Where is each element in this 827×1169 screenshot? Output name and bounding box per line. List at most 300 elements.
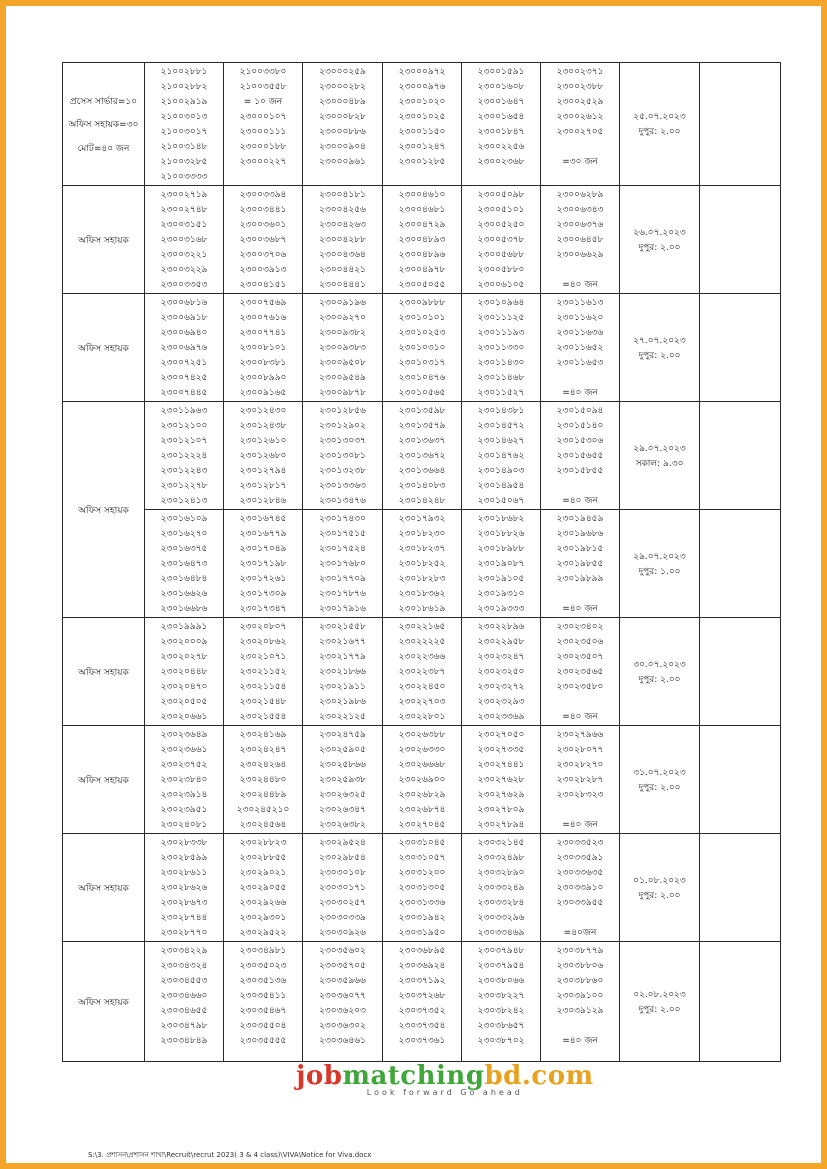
viva-time: দুপুর: ২.০০ [638, 1004, 681, 1015]
roll-column [541, 618, 620, 726]
viva-datetime-cell [620, 618, 700, 726]
roll-number: ২৩০২৮৬২৬ [160, 883, 208, 893]
viva-datetime-cell [620, 402, 700, 510]
roll-number: ২৩০২২১২৫ [319, 712, 366, 722]
roll-number [545, 263, 615, 278]
viva-time: দুপুর: ১.০০ [638, 566, 681, 577]
roll-number: ২৩০৩০২৫৭ [319, 898, 366, 908]
roll-number: ২৩০২৩৫০৭ [556, 652, 604, 662]
roll-number: ২৩০১৩৫৭৯ [398, 421, 446, 431]
roll-number: ২৩০২৯০৫৫ [239, 883, 287, 893]
roll-number: ২৩০০৭৬১৬ [239, 313, 287, 323]
roll-number: ২৩০৩৬২০৩ [319, 1006, 366, 1016]
post-name-cell [63, 618, 145, 726]
roll-number: ২৩০২৫৯০৫ [319, 745, 366, 755]
roll-number: ২৩০২৩২৯৩ [477, 697, 525, 707]
roll-number: ২৩০২৬৩৮২ [319, 820, 366, 830]
roll-number: ২৩০০৪৯৭৮ [398, 265, 446, 275]
viva-date: ০১.০৮.২০২৩ [633, 875, 686, 886]
roll-number: ২৩০০৭৪২৫ [160, 373, 208, 383]
roll-column [303, 942, 383, 1062]
roll-column [224, 510, 303, 618]
roll-number: ২৩০২৩৯১৪ [160, 790, 208, 800]
roll-number: ২৩০১২৭৯৪ [239, 466, 287, 476]
roll-column [224, 942, 303, 1062]
roll-number: ২৩০৩৫০২৩ [239, 961, 287, 971]
roll-number: ২৩০০০২৫৯ [319, 67, 366, 77]
roll-number: ২৩০৩৯১২৯ [556, 1006, 604, 1016]
roll-number: ২৩০২১৬৭৭ [319, 637, 366, 647]
roll-number: ২৩০১৯৮৯৯ [556, 574, 604, 584]
roll-number: ২৩০২৩৬৪৯ [160, 730, 208, 740]
roll-number: ২৩০১২৮৫৬ [319, 406, 366, 416]
roll-number: ২৩০৩৭৯৫৪ [477, 961, 525, 971]
roll-number: ২৩০১৭৭০৯ [319, 574, 366, 584]
roll-number: ২৩০০০৯০৪ [319, 142, 366, 152]
roll-number: ২৩০১৭০৪৯ [239, 544, 287, 554]
roll-number: ২৩০২৩৯৫১ [160, 805, 208, 815]
roll-number: ২৩০০৭৭৪১ [239, 328, 287, 338]
roll-number: ২৩০০১৫৯১ [477, 67, 525, 77]
roll-number: ২৩০৩৩২৮৪ [477, 898, 525, 908]
roll-number: ২৩০০২৫২৯ [556, 97, 604, 107]
roll-number: ২৩০০০২৮২ [319, 82, 366, 92]
roll-number: ২৩০১৮২৩০ [398, 529, 446, 539]
roll-number: ২৩০৩৫৬০২ [319, 946, 366, 956]
roll-column [383, 834, 462, 942]
roll-number: ২৩০২৮৬১১ [160, 868, 208, 878]
roll-number: ২৩০২০২৭৮ [160, 652, 208, 662]
roll-number: ২৩০০০৪৮৯ [319, 97, 366, 107]
roll-number: ২৩০০৪৮৯৩ [398, 235, 446, 245]
roll-number [545, 479, 615, 494]
roll-number: ২৩০১৬৩৭৫ [160, 544, 208, 554]
roll-number: ২৩০০৭৪৪৫ [160, 388, 208, 398]
roll-number: ২৩০২৩২৫০ [477, 667, 525, 677]
roll-number: ২৩০১৫৩০৬ [556, 436, 604, 446]
roll-column [383, 63, 462, 186]
roll-number: ২৩০৩১৯৪২ [398, 913, 446, 923]
roll-number: ২৩০২০৪৪৮ [160, 667, 208, 677]
remarks-cell [700, 510, 781, 618]
roll-number: ২৩০১৮৬৮২ [477, 514, 525, 524]
roll-number: ২৩০০০১১১ [239, 127, 287, 137]
roll-number: ২৩০২৩৮৪০ [160, 775, 208, 785]
roll-number: ২৩০১৭৮৭৬ [319, 589, 366, 599]
viva-date: ২৯.০৭.২০২৩ [633, 551, 686, 562]
roll-number: ২৩০০৩১৬৮ [160, 235, 208, 245]
roll-column [462, 402, 541, 510]
roll-number: ২৩০৩৭৩৫২ [398, 1006, 446, 1016]
roll-number: ২৩০১৭৯১৬ [319, 604, 366, 614]
roll-column [462, 726, 541, 834]
roll-number: ২৩০০৪৬১০ [398, 190, 446, 200]
roll-number: ২৩০১৪৬২৭ [477, 436, 525, 446]
roll-number: ২৩০৩১৩০৫ [398, 883, 446, 893]
roll-number: ২১০০৩১৪৮ [160, 142, 208, 152]
roll-number: ২৩০১২৪১৩ [160, 496, 208, 506]
roll-number: ২৩০১১৩৩০ [477, 343, 525, 353]
roll-number: ২৩০১৯১০৫ [477, 574, 525, 584]
roll-number: ২৩০৩৬০৭৭ [319, 991, 366, 1001]
roll-number: ২৩০২৬৩৮৮ [398, 730, 446, 740]
roll-number: ২৩০১১৪৬৮ [477, 373, 525, 383]
post-name: অফিস সহায়ক [78, 998, 129, 1008]
viva-time: দুপুর: ২.০০ [638, 242, 681, 253]
roll-number: ২৩০২৮২৭০ [556, 760, 604, 770]
roll-number: ২৩০৩২১৪৫ [477, 838, 525, 848]
roll-number: ২৩০১৪৩৮১ [477, 406, 525, 416]
roll-number: ২৩০২৫৮৬৬ [319, 760, 366, 770]
roll-number: ২৩০০৯৩৮২ [319, 328, 366, 338]
roll-column [224, 63, 303, 186]
roll-number: ২৩০২৬৩৩০ [398, 745, 446, 755]
roll-number: =৪০জন [563, 928, 597, 938]
roll-number: ২৩০১২৬৮০ [239, 451, 287, 461]
roll-number: ২৩০২৮৭৪৪ [160, 913, 208, 923]
roll-number: ২৩০০৩৬০১ [239, 220, 287, 230]
roll-number: ২৩০০৯৫৪৯ [319, 373, 366, 383]
roll-column [541, 726, 620, 834]
roll-number: ২৩০২২৭০৩ [398, 697, 446, 707]
roll-number: ২৩০৩৮২৪২ [477, 1006, 525, 1016]
roll-column [541, 186, 620, 294]
roll-number: ২৩০২১৯১১ [319, 682, 366, 692]
roll-number: ২৩০৩৮২২৭ [477, 991, 525, 1001]
roll-number: ২৩০২৮৮৫৫ [239, 853, 287, 863]
roll-number: ২৩০০৪৬৮১ [398, 205, 446, 215]
roll-number: ২৩০১১৬৫২ [556, 343, 604, 353]
schedule-row [63, 402, 781, 510]
roll-number: =৪০ জন [562, 496, 598, 506]
roll-number: ২৩০১৮৮২৬ [477, 529, 525, 539]
roll-number: ২৩০৩৭১৯২ [398, 976, 446, 986]
post-subtitle: অফিস সহায়ক=৩০ [68, 120, 139, 130]
roll-number: ২৩০১৪৭৬২ [477, 451, 525, 461]
roll-number: ২৩০০০১০৭ [239, 112, 287, 122]
roll-number: ২৩০১২১০০ [160, 421, 208, 431]
roll-number: ২৩০১৩৬৩৭ [398, 436, 446, 446]
roll-number: ২৩০৩৩২৪৯ [477, 883, 525, 893]
viva-date: ২৫.০৭.২০২৩ [633, 112, 686, 122]
roll-number: ২৩০০৩১৫১ [160, 220, 208, 230]
roll-number: ২৩০৩১৯৫০ [398, 928, 446, 938]
roll-column [303, 834, 383, 942]
roll-number: ২৩০৩৫৯৬৬ [319, 976, 366, 986]
roll-column [145, 63, 224, 186]
roll-number: ২৩০৩০৯২৬ [319, 928, 366, 938]
roll-number: ২৩০০১৮৪৭ [477, 127, 525, 137]
roll-number: ২৩০২৩৬৬১ [160, 745, 208, 755]
remarks-cell [700, 942, 781, 1062]
roll-number: ২৩০০০৮৮৬ [319, 127, 366, 137]
roll-number: ২৩০৩৫৫৫৫ [239, 1036, 287, 1046]
roll-number: ২৩০০৯৫০৮ [319, 358, 366, 368]
roll-number: ২৩০৩৬৪৬১ [319, 1036, 366, 1046]
roll-number: ২৩০২২১৬৫ [398, 622, 446, 632]
roll-number: ২৩০২৭০৫০ [477, 730, 525, 740]
roll-number: ২৩০২৭৬২৮ [477, 775, 525, 785]
roll-column [541, 942, 620, 1062]
roll-number: ২৩০০২৭০৫ [556, 127, 604, 137]
roll-column [383, 942, 462, 1062]
roll-number: ২৩০০৯৮৮৮ [398, 298, 446, 308]
roll-number: ২৩০০১১৫০ [398, 127, 446, 137]
roll-number: ২৩০০২৭১৯ [160, 190, 208, 200]
roll-column [145, 834, 224, 942]
roll-number: ২৩০৩৪৬৬০ [160, 991, 208, 1001]
roll-number: ২৩০২০৮৬২ [239, 637, 287, 647]
roll-number: ২৩০৩৫৪১১ [239, 991, 287, 1001]
roll-number: ২৩০৩৩৯১০ [556, 883, 604, 893]
watermark-logo [296, 1062, 594, 1097]
schedule-row [63, 294, 781, 402]
post-name: অফিস সহায়ক [78, 884, 129, 894]
roll-number: ২৩০২৪৪৮৯ [239, 790, 287, 800]
roll-number: ২৩০১১৪৩০ [477, 358, 525, 368]
roll-number: ২৩০২৯৮৫৪ [319, 853, 366, 863]
roll-number: ২৩০২৭৩৩৫ [477, 745, 525, 755]
remarks-cell [700, 294, 781, 402]
roll-column [541, 63, 620, 186]
roll-number: ২৩০১৭৫১৫ [319, 529, 366, 539]
roll-number: ২৩০২১১৫৪ [239, 682, 287, 692]
post-name-cell [63, 726, 145, 834]
roll-column [145, 186, 224, 294]
roll-number: ২৩০১৩২৩৮ [319, 466, 366, 476]
roll-number: ২৩০১৯০৮৭ [477, 559, 525, 569]
roll-number: ২৩০০১২৪৭ [398, 142, 446, 152]
post-name: অফিস সহায়ক [78, 668, 129, 678]
roll-number: ২৩০৩৩৪৬৯ [477, 928, 525, 938]
viva-datetime-cell [620, 834, 700, 942]
roll-column [462, 63, 541, 186]
roll-number: ২৩০৩৬৮৯৫ [398, 946, 446, 956]
roll-column [383, 726, 462, 834]
roll-column [462, 942, 541, 1062]
roll-number: ২৩০২২৯৫৮ [477, 637, 525, 647]
roll-number: ২৩০১১১৯৩ [477, 328, 525, 338]
roll-column [145, 618, 224, 726]
roll-number [545, 140, 615, 155]
roll-number: ২১০০৩৩৮০ [239, 67, 287, 77]
roll-column [224, 294, 303, 402]
roll-number [545, 587, 615, 602]
roll-number: ২৩০২৯০২১ [239, 868, 287, 878]
roll-number: ২৩০৩৫৭০৫ [319, 961, 366, 971]
roll-number: ২৩০০৯২৭০ [319, 313, 366, 323]
roll-number: ২৩০১৫৮৫৫ [556, 466, 604, 476]
roll-number: ২৩০১৬৬৮৬ [160, 604, 208, 614]
roll-number: ২৩০১৩৩৬৩ [319, 481, 366, 491]
remarks-cell [700, 63, 781, 186]
roll-number: ২৩০০০৯৭৬ [398, 82, 446, 92]
roll-number: ২৩০২১৭৭৯ [319, 652, 366, 662]
roll-number: ২৩০১৩৬৬৪ [398, 466, 446, 476]
roll-number: ২৩০১৭১৯৮ [239, 559, 287, 569]
roll-number: ২৩০০৬৯৪০ [160, 328, 208, 338]
roll-number: ২৩০০১৬০৮ [477, 82, 525, 92]
post-name: অফিস সহায়ক [78, 506, 129, 516]
roll-number: ২৩০১৮৯৮৮ [477, 544, 525, 554]
roll-number: ২৩০০৩৩৯৪ [239, 190, 287, 200]
roll-number: =৩০ জন [562, 157, 598, 167]
roll-number: ২৩০২৮০৭৭ [556, 745, 604, 755]
roll-number: ২৩০০৪২৫৬ [319, 205, 366, 215]
roll-number: ২৩০০৮৯৯০ [239, 373, 287, 383]
schedule-row [63, 726, 781, 834]
roll-number: ২৩০৩৩৬৩৫ [556, 868, 604, 878]
roll-column [541, 834, 620, 942]
roll-number: ২৩০২৩৭৫২ [160, 760, 208, 770]
roll-number: ২৩০১৬৪৮৪ [160, 574, 208, 584]
roll-number: ২৩০২১৯৮৬ [319, 697, 366, 707]
roll-column [303, 294, 383, 402]
roll-number: ২৩০২৭০৪৫ [398, 820, 446, 830]
roll-number: ২৩০১২১০৭ [160, 436, 208, 446]
roll-number: ২৩০৩৮৬৫৭ [477, 1021, 525, 1031]
roll-number: ২৩০১৭৫২৪ [319, 544, 366, 554]
viva-date: ২৯.০৭.২০২৩ [633, 443, 686, 454]
roll-number: ২৩০২০৫০৫ [160, 697, 208, 707]
roll-column [145, 726, 224, 834]
roll-number: ২৩০১৯৯৯১ [160, 622, 208, 632]
roll-number: ২৩০১৬৪৭৩ [160, 559, 208, 569]
roll-column [462, 618, 541, 726]
roll-number: ২৩০২৬৯০০ [398, 775, 446, 785]
roll-number: ২৩০০৬৩৭৬ [556, 220, 604, 230]
roll-number: ২৩০৩৪২২৯ [160, 946, 208, 956]
roll-number: ২৩০২৩২৭২ [477, 682, 525, 692]
roll-number: ২৩০২৮৩২৩ [556, 790, 604, 800]
viva-time: দুপুর: ২.০০ [638, 890, 681, 901]
roll-number: ২৩০২০৮০৭ [239, 622, 287, 632]
roll-number: ২৩০০৯৩৮৩ [319, 343, 366, 353]
post-name: প্রসেস সার্ভার=১০ [69, 97, 138, 107]
roll-column [145, 402, 224, 510]
roll-number: =৪০ জন [562, 604, 598, 614]
roll-number: ২৩০০৪৪২১ [319, 265, 366, 275]
roll-number: ২৩০৩৫১৩৬ [239, 976, 287, 986]
roll-number: ২৩০১৩৫৯৮ [398, 406, 446, 416]
remarks-cell [700, 726, 781, 834]
roll-number [545, 911, 615, 926]
roll-number: ২৩০২৭৯৬৬ [556, 730, 604, 740]
roll-number: ২১০০২৮৮২ [160, 82, 208, 92]
logo-part-domain: bd.com [484, 1061, 594, 1091]
schedule-row [63, 186, 781, 294]
roll-number: ২৩০১৬৬২৬ [160, 589, 208, 599]
roll-number: ২৩০১৯৩১০ [477, 589, 525, 599]
roll-column [383, 510, 462, 618]
roll-number: ২৩০১১৯৬৩ [160, 406, 208, 416]
logo-part-job: job [296, 1061, 343, 1091]
roll-column [145, 294, 224, 402]
roll-number: =৪০ জন [562, 1036, 598, 1046]
roll-number: ২৩০৩৩৫৯১ [556, 853, 604, 863]
roll-number: ২৩০০০২২৭ [239, 157, 287, 167]
schedule-row [63, 63, 781, 186]
roll-number: ২৩০২৪৭৫৯ [319, 730, 366, 740]
roll-number: ২৩০০২৬১২ [556, 112, 604, 122]
roll-number: ২৩০১১৫২৭ [477, 388, 525, 398]
roll-number: ২৩০১০৯৬৪ [477, 298, 525, 308]
viva-time: দুপুর: ২.০০ [638, 350, 681, 361]
roll-number: ২৩০১১৬১৩ [556, 298, 604, 308]
document-page [6, 6, 821, 1163]
roll-number: ২৩০৩৮৭৭৯ [556, 946, 604, 956]
roll-column [145, 510, 224, 618]
roll-number: ২৩০১০৪৭৬ [398, 373, 446, 383]
roll-number: =৪০ জন [562, 388, 598, 398]
roll-number: ২৩০০২৩৮৮ [556, 82, 604, 92]
roll-column [303, 63, 383, 186]
roll-number: =৪০ জন [562, 280, 598, 290]
roll-number: ২৩০১৭৩৪৭ [239, 604, 287, 614]
roll-number: ২৩০০৭২৫১ [160, 358, 208, 368]
roll-number: ২৩০০৫০৯৮ [477, 190, 525, 200]
roll-number: ২৩০০৬৯১৮ [160, 313, 208, 323]
roll-column [303, 186, 383, 294]
roll-number: ২৩০৩৮৮৬০ [556, 976, 604, 986]
roll-column [383, 618, 462, 726]
roll-number: ২৩০২২৮৯৬ [477, 622, 525, 632]
roll-number: ২৩০২৪২৬৪ [239, 760, 287, 770]
roll-column [541, 402, 620, 510]
roll-number: ২৩০০২৭৪৮ [160, 205, 208, 215]
roll-number: =৪০ জন [562, 820, 598, 830]
roll-number: ২৩০০৬২৮৯ [556, 190, 604, 200]
roll-number: ২১০০৩০১৩ [160, 112, 208, 122]
viva-time: দুপুর: ২.০০ [638, 674, 681, 685]
roll-number: ২৩০৩৩৫২৩ [556, 838, 604, 848]
viva-datetime-cell [620, 726, 700, 834]
roll-number: ২৩০০৫১০১ [477, 205, 525, 215]
roll-number: ২৩০০৩৯১৩ [239, 265, 287, 275]
roll-number: ২৩০০৪৩৬৪ [319, 250, 366, 260]
roll-number: ২৩০৩৪৯৮১ [239, 946, 287, 956]
roll-number: ২৩০২১১৫২ [239, 667, 287, 677]
roll-number: ২৩০২৩৩৬৯ [477, 712, 525, 722]
roll-number: ২৩০২১৫৪৮ [239, 697, 287, 707]
roll-number: ২৩০২৪২৪৭ [239, 745, 287, 755]
roll-number: ২৩০২৬৩২৫ [319, 790, 366, 800]
roll-number: ২৩০২২৪৫০ [398, 682, 446, 692]
roll-number: ২৩০৩১০৪৫ [398, 838, 446, 848]
roll-number: =৪০ জন [562, 712, 598, 722]
roll-number: ২৩০১৭৯৩২ [398, 514, 446, 524]
roll-number: ২৩০০৩৪৪১ [239, 205, 287, 215]
roll-number: ২৩০১৭২৬১ [239, 574, 287, 584]
roll-number: ২৩০৩৭৩৬১ [398, 1036, 446, 1046]
roll-number: ২৩০১২৪৩৮ [239, 421, 287, 431]
remarks-cell [700, 186, 781, 294]
roll-column [224, 834, 303, 942]
roll-number: ২৩০১২৪৩০ [239, 406, 287, 416]
viva-date: ৩১.০৭.২০২৩ [633, 767, 686, 778]
roll-number: ২৩০২৩৫৬৫ [556, 667, 604, 677]
viva-time: দুপুর: ২.০০ [638, 782, 681, 793]
roll-number: ২৩০০৮১০১ [239, 343, 287, 353]
roll-number: ২৩০২০০০৯ [160, 637, 208, 647]
roll-number: ২৩০২৮৩৩৮ [160, 838, 208, 848]
post-name-cell [63, 834, 145, 942]
roll-number [545, 803, 615, 818]
roll-number: ২৩০২৩৪০২ [556, 622, 604, 632]
roll-number: ২১০০২৯১৯ [160, 97, 208, 107]
roll-column [541, 510, 620, 618]
roll-number: ২৩০১০২৫৩ [398, 328, 446, 338]
